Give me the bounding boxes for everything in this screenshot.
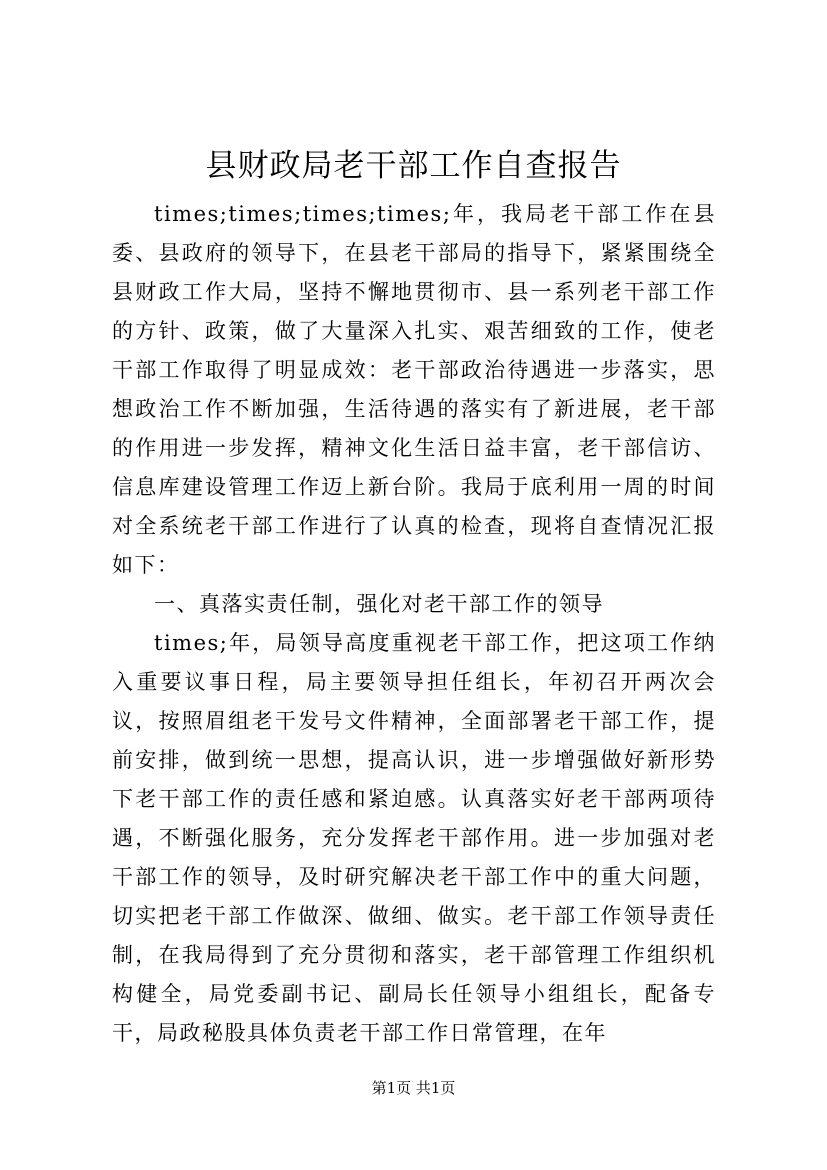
section-heading-1: 一、真落实责任制，强化对老干部工作的领导 — [154, 592, 604, 616]
paragraph-section-1: times;年，局领导高度重视老干部工作，把这项工作纳入重要议事日程，局主要领导担任组长，年初召开两次会议，按照眉组老干发号文件精神，全面部署老干部工作，提前安排，做到统一思想，提高认识，进一步增强做好新形势下老干部工作的责任感和紧迫感。认真落实好老干部两项待遇，不断强化服务，充分发挥老干部作用。进一步加强对老干部工作的领导，及时研究解决老干部工作中的重大问题，切实把老干部工作做深、做细、做实。老干部工作领导责任制，在我局得到了充分贯彻和落实，老干部管理工作组织机构健全，局党委副书记、副局长任领导小组组长，配备专干，局政秘股具体负责老干部工作日常管理，在年 — [112, 631, 716, 1045]
page-footer: 第1页 共1页 — [371, 1079, 456, 1097]
document-title: 县财政局老干部工作自查报告 — [205, 148, 622, 184]
document-body — [112, 195, 716, 1053]
paragraph-intro: times;times;times;times;年，我局老干部工作在县委、县政府的领导下，在县老干部局的指导下，紧紧围绕全县财政工作大局，坚持不懈地贯彻市、县一系列老干部工作的方针、政策，做了大量深入扎实、艰苦细致的工作，使老干部工作取得了明显成效：老干部政治待遇进一步落实，思想政治工作不断加强，生活待遇的落实有了新进展，老干部的作用进一步发挥，精神文化生活日益丰富，老干部信访、信息库建设管理工作迈上新台阶。我局于底利用一周的时间对全系统老干部工作进行了认真的检查，现将自查情况汇报如下： — [112, 202, 716, 577]
